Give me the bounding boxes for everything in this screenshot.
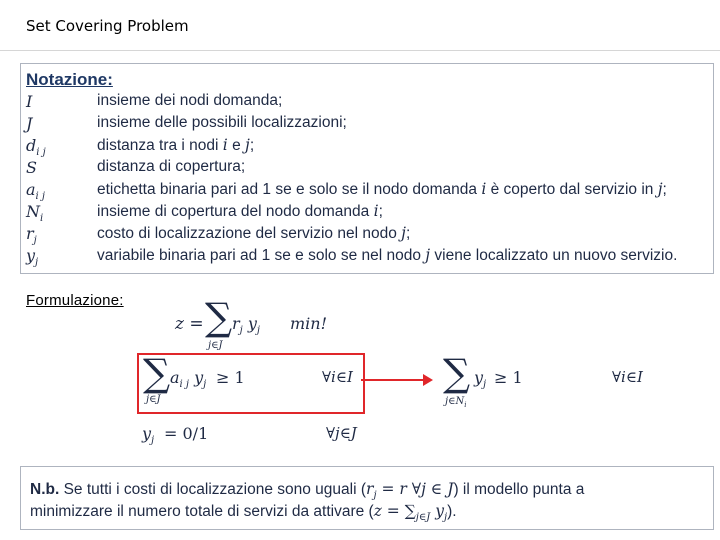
- notation-description: insieme di copertura del nodo domanda i;: [97, 202, 383, 220]
- notation-row: [0, 224, 720, 245]
- binary-var: $y_j$: [142, 424, 155, 447]
- notation-symbol: I: [26, 92, 33, 111]
- notation-heading: Notazione:: [26, 70, 113, 89]
- note-line-1: N.b. Se tutti i costi di localizzazione sono uguali ($r_j = r$ ∀j ∈ J) il modello punta a: [30, 480, 585, 502]
- notation-description: etichetta binaria pari ad 1 se e solo se il nodo domanda i è coperto dal servizio in j;: [97, 180, 667, 198]
- notation-description: insieme delle possibili localizzazioni;: [97, 114, 347, 131]
- notation-row: [0, 136, 720, 157]
- notation-symbol: $r_j$: [26, 224, 37, 247]
- notation-symbol: $a_{i j}$: [26, 180, 46, 203]
- notation-description: variabile binaria pari ad 1 se e solo se nel nodo j viene localizzato un nuovo servizio.: [97, 246, 678, 264]
- notation-row: [0, 114, 720, 135]
- formulation-heading: Formulazione:: [26, 292, 124, 309]
- notation-description: distanza tra i nodi i e j;: [97, 136, 255, 154]
- sum-index: $j\in N_i$: [445, 396, 467, 409]
- objective-lhs: z =: [175, 314, 204, 334]
- notation-row: [0, 180, 720, 201]
- notation-row: [0, 246, 720, 267]
- sum-index: j∈J: [146, 394, 161, 405]
- note-line-2: minimizzare il numero totale di servizi da attivare ($z = \sum_{j\in J}$ $y_j$).: [30, 502, 457, 524]
- notation-description: distanza di copertura;: [97, 158, 246, 175]
- binary-relation: = 0/1: [164, 424, 209, 443]
- constraint-forall: ∀i∈I: [612, 368, 643, 386]
- header-divider: [0, 50, 720, 51]
- sum-symbol: ∑: [205, 295, 233, 339]
- notation-symbol: $y_j$: [26, 246, 39, 269]
- notation-row: [0, 92, 720, 113]
- notation-description: insieme dei nodi domanda;: [97, 92, 283, 109]
- notation-row: [0, 158, 720, 179]
- sum-index: j∈J: [208, 340, 223, 351]
- constraint-term: $y_j$: [474, 368, 487, 391]
- constraint-term: $a_{i j}$ $y_j$: [170, 368, 207, 391]
- notation-row: [0, 202, 720, 223]
- binary-forall: ∀j∈J: [326, 424, 357, 442]
- constraint-relation: ≥ 1: [494, 368, 523, 387]
- notation-symbol: S: [26, 158, 37, 177]
- sum-symbol: ∑: [443, 351, 471, 395]
- constraint-forall: ∀i∈I: [322, 368, 353, 386]
- constraint-relation: ≥ 1: [216, 368, 245, 387]
- notation-symbol: $N_i$: [26, 202, 44, 225]
- objective-term: $r_j$ $y_j$: [232, 314, 261, 337]
- objective-goal: min!: [290, 314, 328, 333]
- notation-symbol: J: [26, 114, 33, 133]
- notation-symbol: $d_{i j}$: [26, 136, 46, 159]
- slide-title: Set Covering Problem: [26, 17, 189, 35]
- arrow-icon: [361, 372, 435, 388]
- notation-description: costo di localizzazione del servizio nel nodo j;: [97, 224, 411, 242]
- sum-symbol: ∑: [143, 351, 171, 395]
